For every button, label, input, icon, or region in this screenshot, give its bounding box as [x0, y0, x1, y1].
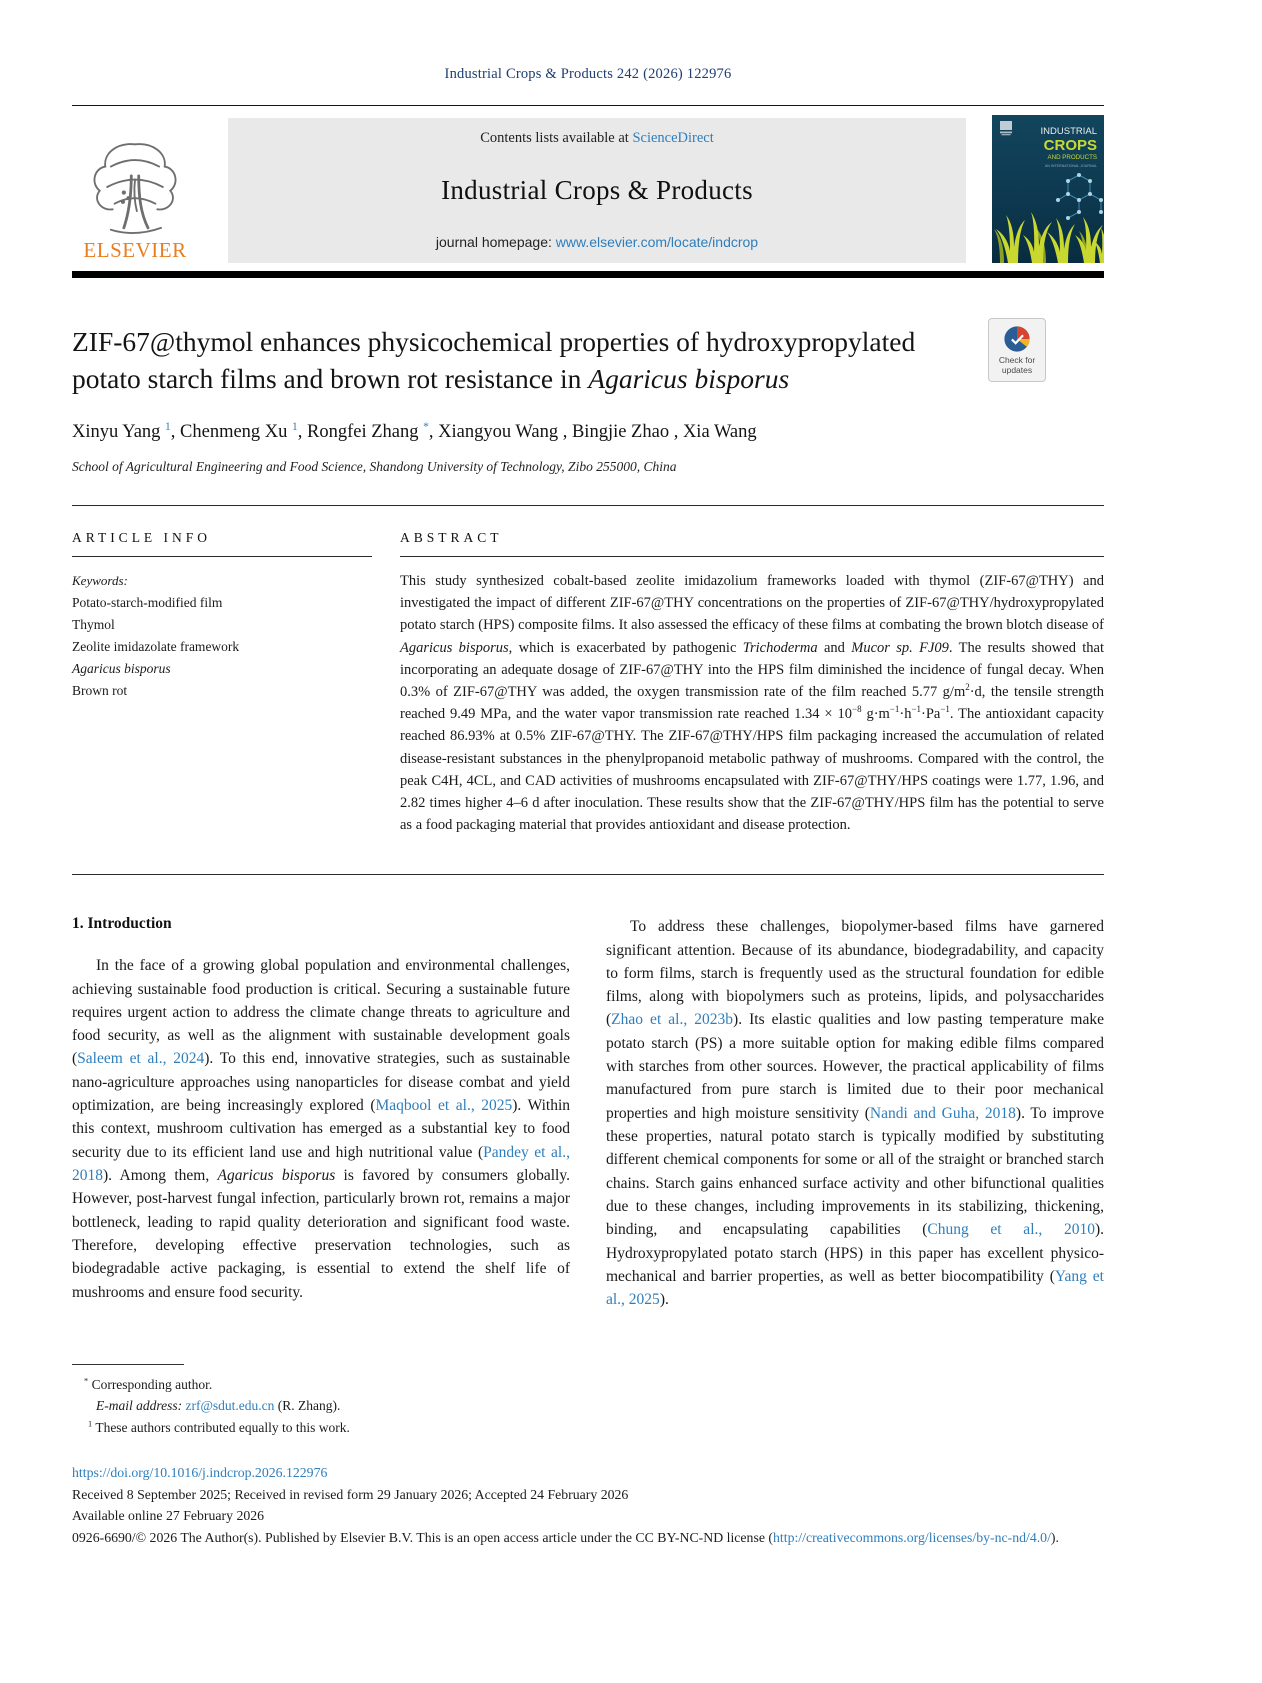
keyword-item: Agaricus bisporus [72, 660, 171, 676]
cover-title-mid: CROPS [1043, 137, 1097, 154]
crossmark-icon [1003, 325, 1031, 353]
link[interactable]: Yang et al., 2025 [606, 1267, 1104, 1309]
keywords-label: Keywords: [72, 573, 128, 589]
check-for-updates-badge[interactable] [988, 318, 1046, 382]
masthead [72, 115, 1104, 263]
link[interactable]: Chung et al., 2010 [927, 1221, 1095, 1239]
journal-title: Industrial Crops & Products [441, 175, 753, 205]
title-block-divider [72, 505, 1104, 506]
keyword-item: Brown rot [72, 682, 128, 698]
link[interactable]: zrf@sdut.edu.cn [185, 1398, 275, 1414]
footnote-corresponding-author: * Corresponding author. [84, 1376, 213, 1392]
footnote-divider [72, 1364, 184, 1365]
doi-line [72, 1462, 1104, 1484]
cover-publisher-mark [1000, 121, 1012, 135]
paper-title-text: ZIF-67@thymol enhances physicochemical properties of hydroxypropylated potato starch films and brown rot resistance in [72, 326, 916, 394]
article-footer [72, 1462, 1104, 1548]
link[interactable]: Maqbool et al., 2025 [375, 1097, 513, 1115]
cover-title-top: INDUSTRIAL [1040, 126, 1097, 137]
footnote-email: E-mail address: zrf@sdut.edu.cn (R. Zhang). [96, 1398, 341, 1414]
abstract-bottom-rule [72, 874, 1104, 875]
keyword-item: Thymol [72, 617, 115, 633]
elsevier-logo [72, 115, 198, 263]
article-info-heading: ARTICLE INFO [72, 530, 212, 546]
paper-title-species: Agaricus bisporus [588, 362, 790, 394]
received-dates-line: Received 8 September 2025; Received in revised form 29 January 2026; Accepted 24 February 2026 [72, 1486, 629, 1502]
link[interactable]: Saleem et al., 2024 [77, 1050, 205, 1068]
section-heading-introduction: 1. Introduction [72, 915, 172, 933]
footnotes [72, 1374, 1104, 1439]
page-title [72, 324, 917, 397]
elsevier-wordmark: ELSEVIER [83, 238, 187, 262]
cover-title-tag: AN INTERNATIONAL JOURNAL [1044, 164, 1097, 168]
link[interactable]: Zhao et al., 2023b [611, 1011, 734, 1029]
link[interactable]: www.elsevier.com/locate/indcrop [555, 234, 759, 250]
affiliation: School of Agricultural Engineering and Food Science, Shandong University of Technology, Zibo 255000, China [72, 459, 677, 475]
introduction-paragraph-right: To address these challenges, biopolymer-based films have garnered significant attention. Because of its abundance, biodegradability, and capacity to form films, starch is frequently used as the structural foundation for edible films, along with biopolymers such as proteins, lipids, and polysaccharides (Zhao et al., 2023b). Its elastic qualities and low pasting temperature make potato starch (PS) a more suitable option for making edible films compared with starches from other sources. However, the practical applicability of films manufactured from pure starch is limited due to their poor mechanical properties and high moisture sensitivity (Nandi and Guha, 2018). To improve these properties, natural potato starch is typically modified by substituting different chemical components for some or all of the straight or branched starch chains. Starch gains enhanced surface activity and other bifunctional qualities due to these changes, including improvements in its stabilizing, thickening, binding, and encapsulating capabilities (Chung et al., 2010). Hydroxypropylated potato starch (HPS) in this paper has excellent physico-mechanical and barrier properties, as well as better biocompatibility (Yang et al., 2025). [606, 918, 1104, 1309]
author-list: Xinyu Yang $^1$, Chenmeng Xu $^1$, Rongfei Zhang *, Xiangyou Wang , Bingjie Zhao , Xia Wang [72, 420, 757, 443]
introduction-section [72, 915, 1104, 1311]
available-online-line: Available online 27 February 2026 [72, 1508, 265, 1524]
link[interactable]: http://creativecommons.org/licenses/by-nc-nd/4.0/ [773, 1529, 1051, 1545]
abstract-text: This study synthesized cobalt-based zeolite imidazolium frameworks loaded with thymol (ZIF-67@THY) and investigated the impact of different ZIF-67@THY concentrations on the properties of ZIF-67@THY/hydroxypropylated potato starch (HPS) composite films. It also assessed the efficacy of these films at combating the brown blotch disease of Agaricus bisporus, which is exacerbated by pathogenic Trichoderma and Mucor sp. FJ09. The results showed that incorporating an adequate dosage of ZIF-67@THY into the HPS film diminished the incidence of fungal decay. When 0.3% of ZIF-67@THY was added, the oxygen transmission rate of the film reached 5.77 $g/m^2\cdot d$, the tensile strength reached 9.49 MPa, and the water vapor transmission rate reached $1.34 \times 10^{-8}$ $g\cdot m^{-1}\cdot h^{-1}\cdot Pa^{-1}$. The antioxidant capacity reached 86.93% at 0.5% ZIF-67@THY. The ZIF-67@THY/HPS film packaging increased the accumulation of related disease-resistant substances in the phenylpropanoid metabolic pathway of mushrooms. Compared with the control, the peak C4H, 4CL, and CAD activities of mushrooms encapsulated with ZIF-67@THY/HPS coatings were 1.77, 1.96, and 2.82 times higher 4–6 d after inoculation. These results show that the ZIF-67@THY/HPS film has the potential to serve as a food packaging material that provides antioxidant and disease protection. [400, 573, 1105, 834]
contents-line: Contents lists available at ScienceDirect [480, 130, 714, 146]
link[interactable]: https://doi.org/10.1016/j.indcrop.2026.122976 [72, 1465, 328, 1481]
link[interactable]: 1 [165, 420, 171, 433]
abstract-heading: ABSTRACT [400, 530, 503, 546]
link[interactable]: Pandey et al., 2018 [72, 1143, 570, 1184]
abstract-rule [400, 556, 1104, 557]
masthead-center-panel [228, 118, 966, 263]
journal-citation: Industrial Crops & Products 242 (2026) 122976 [444, 66, 732, 82]
elsevier-tree-icon [83, 137, 187, 237]
link[interactable]: ScienceDirect [632, 130, 714, 146]
copyright-line: 0926-6690/© 2026 The Author(s). Published by Elsevier B.V. This is an open access article under the CC BY-NC-ND license (http://creativecommons.org/licenses/by-nc-nd/4.0/). [72, 1529, 1059, 1545]
masthead-top-rule [72, 105, 1104, 106]
keyword-item: Potato-starch-modified film [72, 595, 223, 611]
link[interactable]: 1 [292, 420, 298, 433]
keyword-item: Zeolite imidazolate framework [72, 638, 240, 654]
footnote-equal-contribution: $^1$ These authors contributed equally to this work. [88, 1419, 350, 1435]
article-info-column [72, 530, 372, 836]
introduction-paragraph-left: In the face of a growing global population and environmental challenges, achieving sustainable food production is critical. Securing a sustainable future requires urgent action to address the climate change threats to agriculture and food security, as well as the alignment with sustainable development goals (Saleem et al., 2024). To this end, innovative strategies, such as sustainable nano-agriculture approaches using nanoparticles for disease combat and yield optimization, are being increasingly explored (Maqbool et al., 2025). Within this context, mushroom cultivation has emerged as a substantial key to food security due to its efficient land use and high nutritional value (Pandey et al., 2018). Among them, Agaricus bisporus is favored by consumers globally. However, post-harvest fungal infection, particularly brown rot, remains a major bottleneck, leading to rapid quality deterioration and significant food waste. Therefore, developing effective preservation technologies, such as biodegradable active packaging, is essential to extend the shelf life of mushrooms and ensure food security. [72, 957, 571, 1301]
link[interactable]: * [423, 420, 429, 433]
masthead-black-bar [72, 271, 1104, 278]
journal-homepage-line: journal homepage: www.elsevier.com/locate/indcrop [435, 234, 759, 250]
link[interactable]: Nandi and Guha, 2018 [869, 1104, 1016, 1122]
cover-title-sub: AND PRODUCTS [1047, 154, 1097, 161]
journal-article-page [72, 0, 1104, 1548]
abstract-column [400, 530, 1104, 836]
article-info-rule [72, 556, 372, 557]
check-for-updates-label: Check for updates [998, 354, 1036, 375]
journal-cover-thumbnail [992, 115, 1104, 263]
